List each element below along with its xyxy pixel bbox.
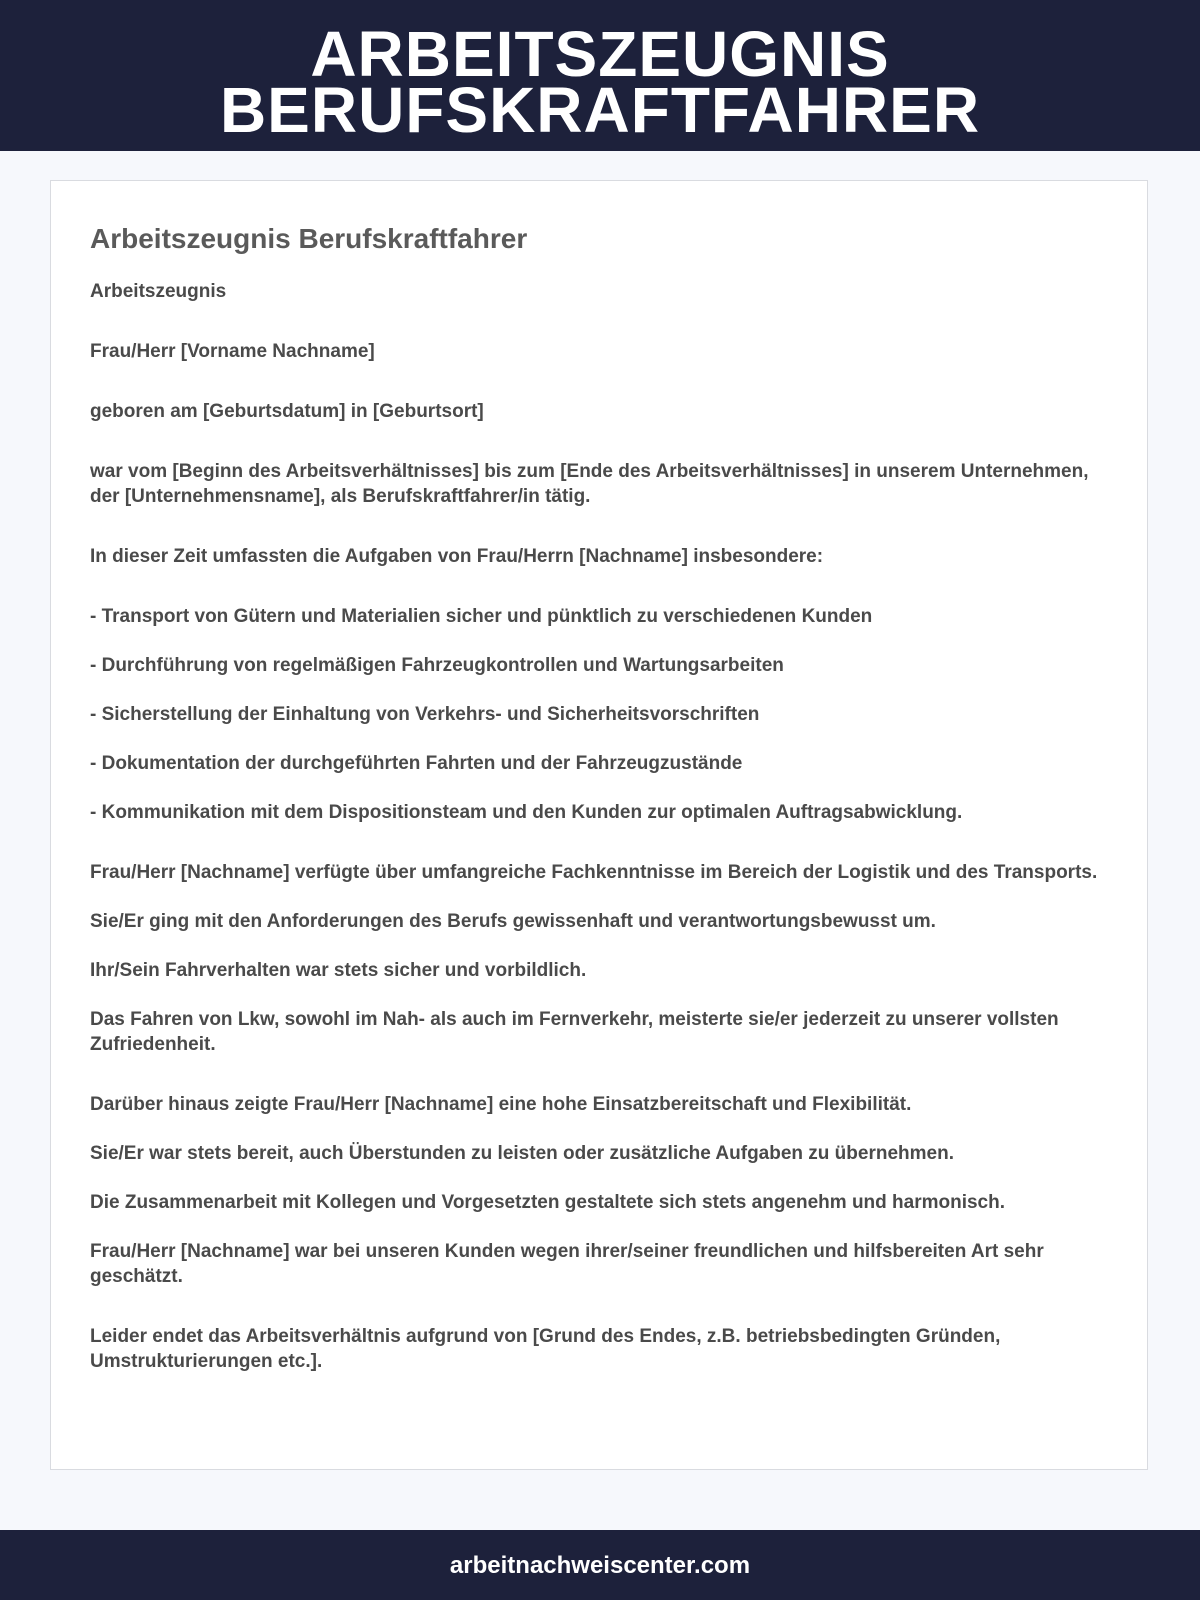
- list-item-task: - Kommunikation mit dem Dispositionsteam und den Kunden zur optimalen Auftragsabwicklung.: [90, 802, 963, 823]
- paragraph-expertise: Frau/Herr [Nachname] verfügte über umfangreiche Fachkenntnisse im Bereich der Logistik und des Transports.: [90, 862, 1098, 883]
- paragraph-tasks-intro: In dieser Zeit umfassten die Aufgaben von Frau/Herrn [Nachname] insbesondere:: [90, 546, 824, 567]
- paragraph-truck-driving: Das Fahren von Lkw, sowohl im Nah- als auch im Fernverkehr, meisterte sie/er jederzeit zu unserer vollsten Zufriedenheit.: [90, 1009, 1059, 1055]
- list-item-task: - Durchführung von regelmäßigen Fahrzeugkontrollen und Wartungsarbeiten: [90, 655, 784, 676]
- page-title-line-2: BERUFSKRAFTFAHRER: [219, 74, 981, 146]
- document-content: [90, 221, 1100, 1374]
- paragraph-commitment: Darüber hinaus zeigte Frau/Herr [Nachname] eine hohe Einsatzbereitschaft und Flexibilität.: [90, 1094, 912, 1115]
- list-item-task: - Sicherstellung der Einhaltung von Verkehrs- und Sicherheitsvorschriften: [90, 704, 760, 725]
- list-item-task: - Transport von Gütern und Materialien sicher und pünktlich zu verschiedenen Kunden: [90, 606, 873, 627]
- page-footer: [0, 1530, 1200, 1600]
- paragraph-employment: war vom [Beginn des Arbeitsverhältnisses] bis zum [Ende des Arbeitsverhältnisses] in unserem Unternehmen, der [Unternehmensname], als Berufskraftfahrer/in tätig.: [90, 461, 1089, 507]
- page-title-line-1: ARBEITSZEUGNIS: [310, 18, 890, 90]
- paragraph-teamwork: Die Zusammenarbeit mit Kollegen und Vorgesetzten gestaltete sich stets angenehm und harmonisch.: [90, 1192, 1006, 1213]
- paragraph-birth: geboren am [Geburtsdatum] in [Geburtsort]: [90, 401, 484, 422]
- paragraph-overtime: Sie/Er war stets bereit, auch Überstunden zu leisten oder zusätzliche Aufgaben zu übernehmen.: [90, 1143, 954, 1164]
- paragraph-termination: Leider endet das Arbeitsverhältnis aufgrund von [Grund des Endes, z.B. betriebsbedingten Gründen, Umstrukturierungen etc.].: [90, 1326, 1001, 1372]
- footer-site-name: arbeitnachweiscenter.com: [449, 1552, 751, 1579]
- paragraph-customers: Frau/Herr [Nachname] war bei unseren Kunden wegen ihrer/seiner freundlichen und hilfsbereiten Art sehr geschätzt.: [90, 1241, 1044, 1287]
- document-heading: Arbeitszeugnis Berufskraftfahrer: [90, 223, 528, 254]
- paragraph-name: Frau/Herr [Vorname Nachname]: [90, 341, 375, 362]
- paragraph-diligence: Sie/Er ging mit den Anforderungen des Berufs gewissenhaft und verantwortungsbewusst um.: [90, 911, 936, 932]
- document-card: [50, 180, 1148, 1470]
- paragraph-driving: Ihr/Sein Fahrverhalten war stets sicher und vorbildlich.: [90, 960, 587, 981]
- paragraph-title: Arbeitszeugnis: [90, 281, 227, 302]
- page-title: [0, 0, 1200, 146]
- list-item-task: - Dokumentation der durchgeführten Fahrten und der Fahrzeugzustände: [90, 753, 743, 774]
- page-header: [0, 0, 1200, 151]
